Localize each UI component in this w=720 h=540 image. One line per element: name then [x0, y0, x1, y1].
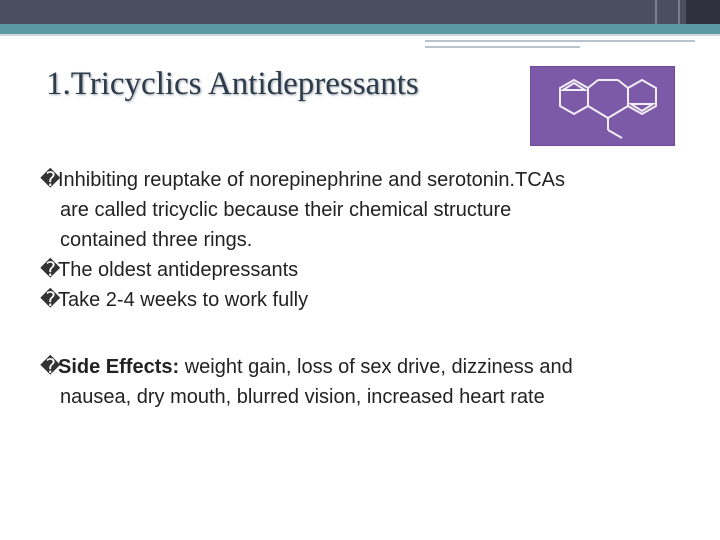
side-effects-text: weight gain, loss of sex drive, dizziness and	[179, 356, 573, 378]
bullet-continuation: contained three rings.	[60, 229, 253, 251]
slide-title: 1.Tricyclics Antidepressants	[46, 66, 419, 102]
bullet-list	[40, 165, 700, 315]
bullet-item	[40, 352, 700, 382]
bullet-marker-icon: �	[40, 289, 61, 311]
header-band	[0, 0, 720, 24]
side-effects-continuation: nausea, dry mouth, blurred vision, increased heart rate	[60, 386, 545, 408]
side-effects-label: Side Effects:	[58, 356, 180, 378]
side-effects-block	[40, 352, 700, 412]
bullet-marker-icon: �	[40, 259, 61, 281]
tricyclic-molecule-icon	[530, 66, 675, 146]
bullet-item	[40, 165, 700, 195]
molecule-image	[530, 66, 675, 146]
bullet-item	[40, 285, 700, 315]
header-dark-block	[686, 0, 720, 24]
bullet-continuation: are called tricyclic because their chemical structure	[60, 199, 512, 221]
bullet-item	[40, 255, 700, 285]
bullet-text: The oldest antidepressants	[58, 259, 299, 281]
teal-accent-bar	[0, 24, 720, 34]
bullet-marker-icon: �	[40, 169, 61, 191]
bullet-text: Take 2-4 weeks to work fully	[58, 289, 309, 311]
bullet-text: Inhibiting reuptake of norepinephrine and serotonin.TCAs	[58, 169, 565, 191]
bullet-marker-icon: �	[40, 356, 61, 378]
